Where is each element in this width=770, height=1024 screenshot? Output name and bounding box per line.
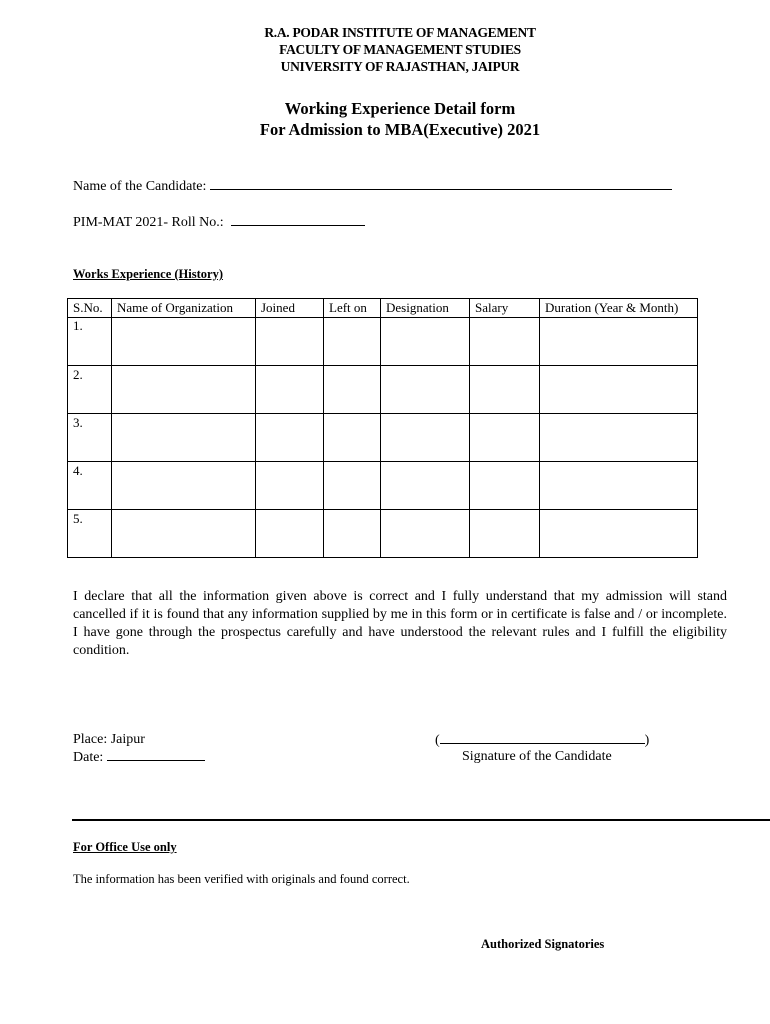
cell-salary[interactable] — [470, 510, 540, 558]
header-line-3: UNIVERSITY OF RAJASTHAN, JAIPUR — [280, 59, 520, 74]
date-blank[interactable] — [107, 749, 205, 761]
cell-left-on[interactable] — [324, 414, 381, 462]
cell-organization[interactable] — [112, 414, 256, 462]
roll-no-field — [73, 214, 365, 231]
cell-organization[interactable] — [112, 510, 256, 558]
candidate-name-field — [73, 178, 672, 195]
header-line-1: R.A. PODAR INSTITUTE OF MANAGEMENT — [264, 25, 536, 40]
cell-salary[interactable] — [470, 462, 540, 510]
signature-field — [435, 732, 649, 749]
cell-salary[interactable] — [470, 414, 540, 462]
cell-joined[interactable] — [256, 462, 324, 510]
declaration-text: I declare that all the information given above is correct and I fully understand that my admission will stand cancelled if it is found that any information supplied by me in this form or in certificate is false and / or incomplete. I have gone through the prospectus carefully and have understood the relevant rules and I fulfill the eligibility condition. — [73, 589, 727, 658]
institute-header — [0, 24, 770, 75]
cell-joined[interactable] — [256, 510, 324, 558]
col-left-on: Left on — [324, 299, 381, 318]
cell-salary[interactable] — [470, 366, 540, 414]
date-field — [73, 749, 205, 766]
table-row — [68, 414, 698, 462]
verification-text: The information has been verified with originals and found correct. — [73, 872, 410, 886]
cell-left-on[interactable] — [324, 318, 381, 366]
cell-left-on[interactable] — [324, 366, 381, 414]
roll-no-label: PIM-MAT 2021- Roll No.: — [73, 215, 224, 230]
cell-left-on[interactable] — [324, 462, 381, 510]
col-duration: Duration (Year & Month) — [540, 299, 698, 318]
form-title-line-2: For Admission to MBA(Executive) 2021 — [259, 120, 541, 139]
col-designation: Designation — [381, 299, 470, 318]
cell-organization[interactable] — [112, 318, 256, 366]
cell-left-on[interactable] — [324, 510, 381, 558]
row-number: 2. — [68, 366, 112, 414]
col-sno: S.No. — [68, 299, 112, 318]
table-row — [68, 366, 698, 414]
row-number: 5. — [68, 510, 112, 558]
form-title — [0, 98, 770, 140]
signature-close-paren: ) — [644, 733, 650, 748]
place-text: Place: Jaipur — [73, 732, 145, 747]
cell-duration[interactable] — [540, 318, 698, 366]
col-salary: Salary — [470, 299, 540, 318]
cell-designation[interactable] — [381, 414, 470, 462]
col-organization: Name of Organization — [112, 299, 256, 318]
date-label: Date: — [73, 750, 104, 765]
table-header-row — [68, 299, 698, 318]
candidate-name-label: Name of the Candidate: — [73, 179, 207, 194]
experience-heading: Works Experience (History) — [73, 267, 223, 281]
experience-table — [67, 298, 698, 558]
form-title-line-1: Working Experience Detail form — [284, 99, 516, 118]
candidate-name-blank[interactable] — [210, 178, 672, 190]
office-divider — [72, 819, 770, 821]
cell-duration[interactable] — [540, 510, 698, 558]
signature-label: Signature of the Candidate — [462, 749, 612, 764]
signature-blank[interactable] — [440, 732, 645, 744]
signature-open-paren: ( — [435, 733, 440, 748]
cell-joined[interactable] — [256, 318, 324, 366]
cell-joined[interactable] — [256, 366, 324, 414]
cell-designation[interactable] — [381, 318, 470, 366]
cell-duration[interactable] — [540, 366, 698, 414]
row-number: 3. — [68, 414, 112, 462]
row-number: 1. — [68, 318, 112, 366]
table-row — [68, 510, 698, 558]
col-joined: Joined — [256, 299, 324, 318]
cell-duration[interactable] — [540, 414, 698, 462]
cell-designation[interactable] — [381, 366, 470, 414]
row-number: 4. — [68, 462, 112, 510]
cell-salary[interactable] — [470, 318, 540, 366]
cell-joined[interactable] — [256, 414, 324, 462]
cell-designation[interactable] — [381, 462, 470, 510]
cell-duration[interactable] — [540, 462, 698, 510]
cell-designation[interactable] — [381, 510, 470, 558]
header-line-2: FACULTY OF MANAGEMENT STUDIES — [279, 42, 521, 57]
authorized-signatories: Authorized Signatories — [481, 937, 605, 951]
office-use-heading: For Office Use only — [73, 840, 177, 854]
cell-organization[interactable] — [112, 366, 256, 414]
roll-no-blank[interactable] — [231, 214, 365, 226]
cell-organization[interactable] — [112, 462, 256, 510]
table-row — [68, 318, 698, 366]
table-row — [68, 462, 698, 510]
